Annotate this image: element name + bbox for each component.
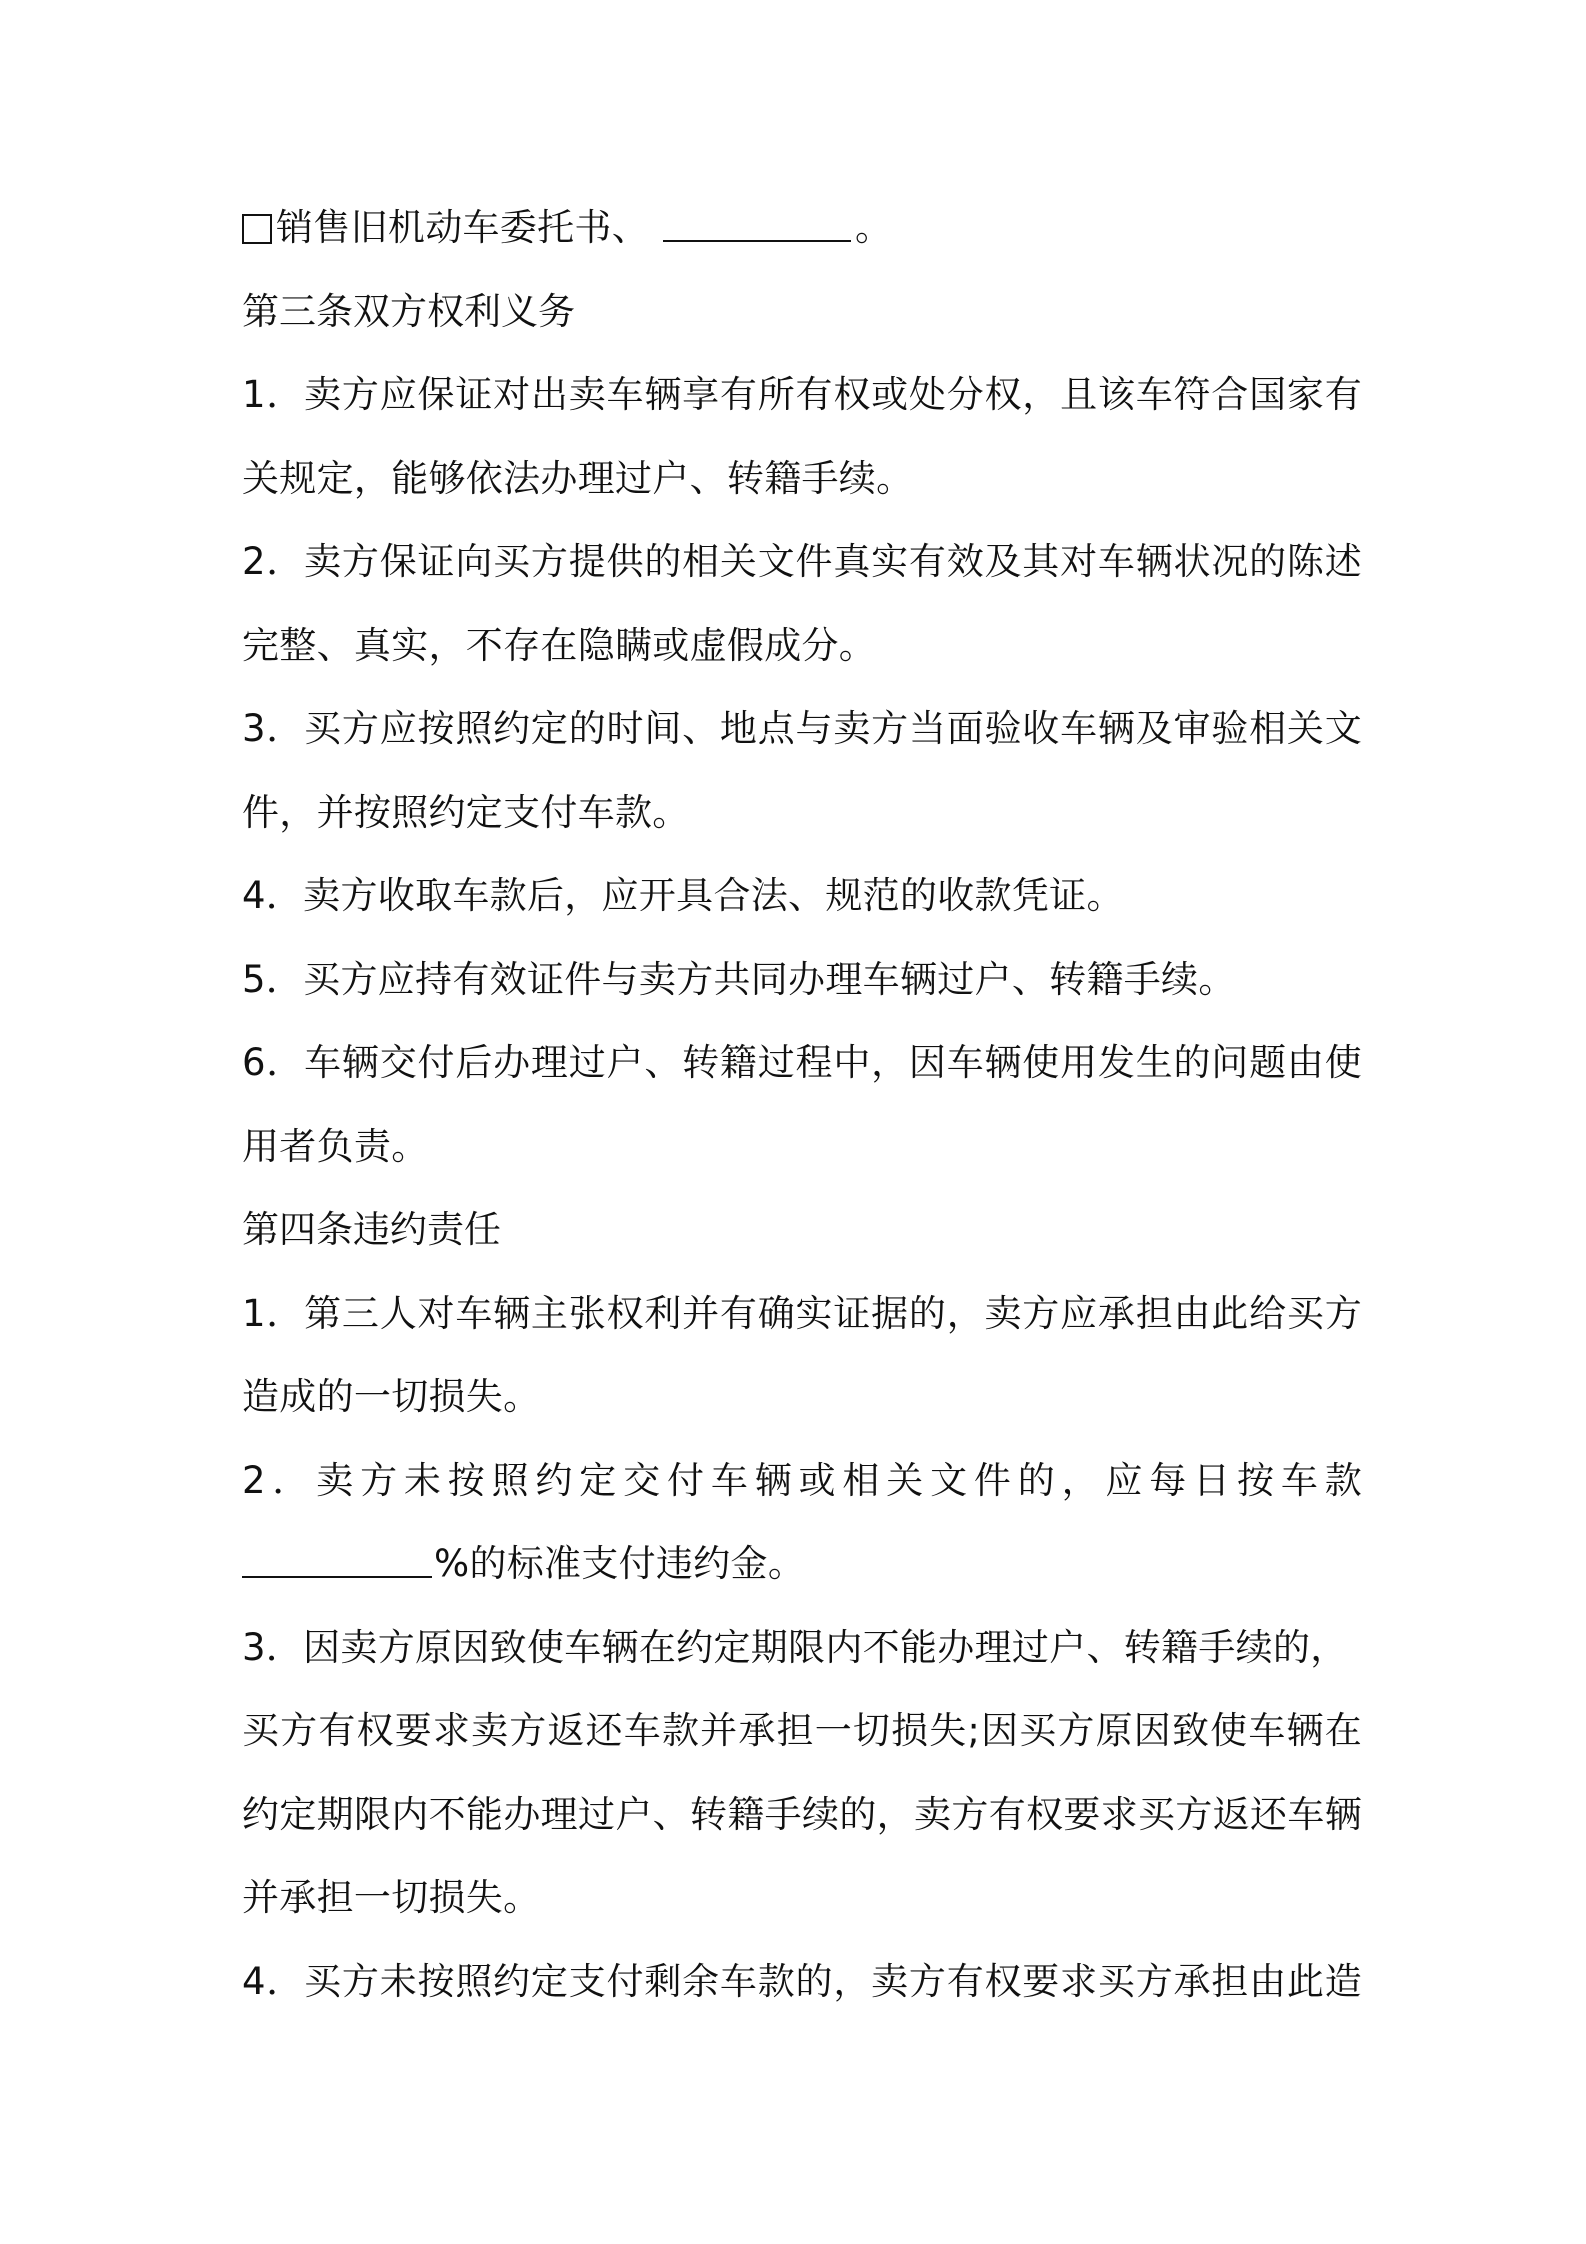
checkbox-icon[interactable]	[242, 214, 272, 244]
paragraph-line: 1．卖方应保证对出卖车辆享有所有权或处分权，且该车符合国家有	[242, 373, 1362, 416]
paragraph-line: 买方有权要求卖方返还车款并承担一切损失;因买方原因致使车辆在	[242, 1709, 1362, 1752]
paragraph-line: 3．买方应按照约定的时间、地点与卖方当面验收车辆及审验相关文	[242, 707, 1362, 750]
paragraph-line: 2．卖方未按照约定交付车辆或相关文件的，应每日按车款	[242, 1459, 1362, 1502]
paragraph-line: 约定期限内不能办理过户、转籍手续的，卖方有权要求买方返还车辆	[242, 1793, 1362, 1836]
paragraph-line: 件，并按照约定支付车款。	[242, 791, 690, 834]
paragraph-line: 1．第三人对车辆主张权利并有确实证据的，卖方应承担由此给买方	[242, 1292, 1362, 1335]
section-heading: 第三条双方权利义务	[242, 290, 575, 333]
blank-line	[242, 1542, 1362, 1586]
paragraph-line: 完整、真实，不存在隐瞒或虚假成分。	[242, 624, 877, 667]
paragraph-line: 关规定，能够依法办理过户、转籍手续。	[242, 457, 914, 500]
paragraph-line: 用者负责。	[242, 1125, 429, 1168]
section-heading: 第四条违约责任	[242, 1208, 501, 1251]
paragraph-line: 造成的一切损失。	[242, 1375, 541, 1418]
paragraph-line: 4．卖方收取车款后，应开具合法、规范的收款凭证。	[242, 874, 1124, 917]
fill-blank[interactable]	[663, 210, 851, 242]
line-text: %的标准支付违约金。	[434, 1542, 806, 1585]
paragraph-line: 3．因卖方原因致使车辆在约定期限内不能办理过户、转籍手续的，	[242, 1626, 1348, 1669]
paragraph-line: 5．买方应持有效证件与卖方共同办理车辆过户、转籍手续。	[242, 958, 1236, 1001]
paragraph-line: 2．卖方保证向买方提供的相关文件真实有效及其对车辆状况的陈述	[242, 540, 1362, 583]
paragraph-line: 4．买方未按照约定支付剩余车款的，卖方有权要求买方承担由此造	[242, 1960, 1362, 2003]
paragraph-line: 6．车辆交付后办理过户、转籍过程中，因车辆使用发生的问题由使	[242, 1041, 1362, 1084]
paragraph-line: 并承担一切损失。	[242, 1876, 541, 1919]
line-text: 销售旧机动车委托书、	[276, 206, 649, 249]
fill-blank[interactable]	[242, 1546, 432, 1578]
line-text: 。	[855, 206, 893, 249]
checkbox-line	[242, 206, 1362, 250]
